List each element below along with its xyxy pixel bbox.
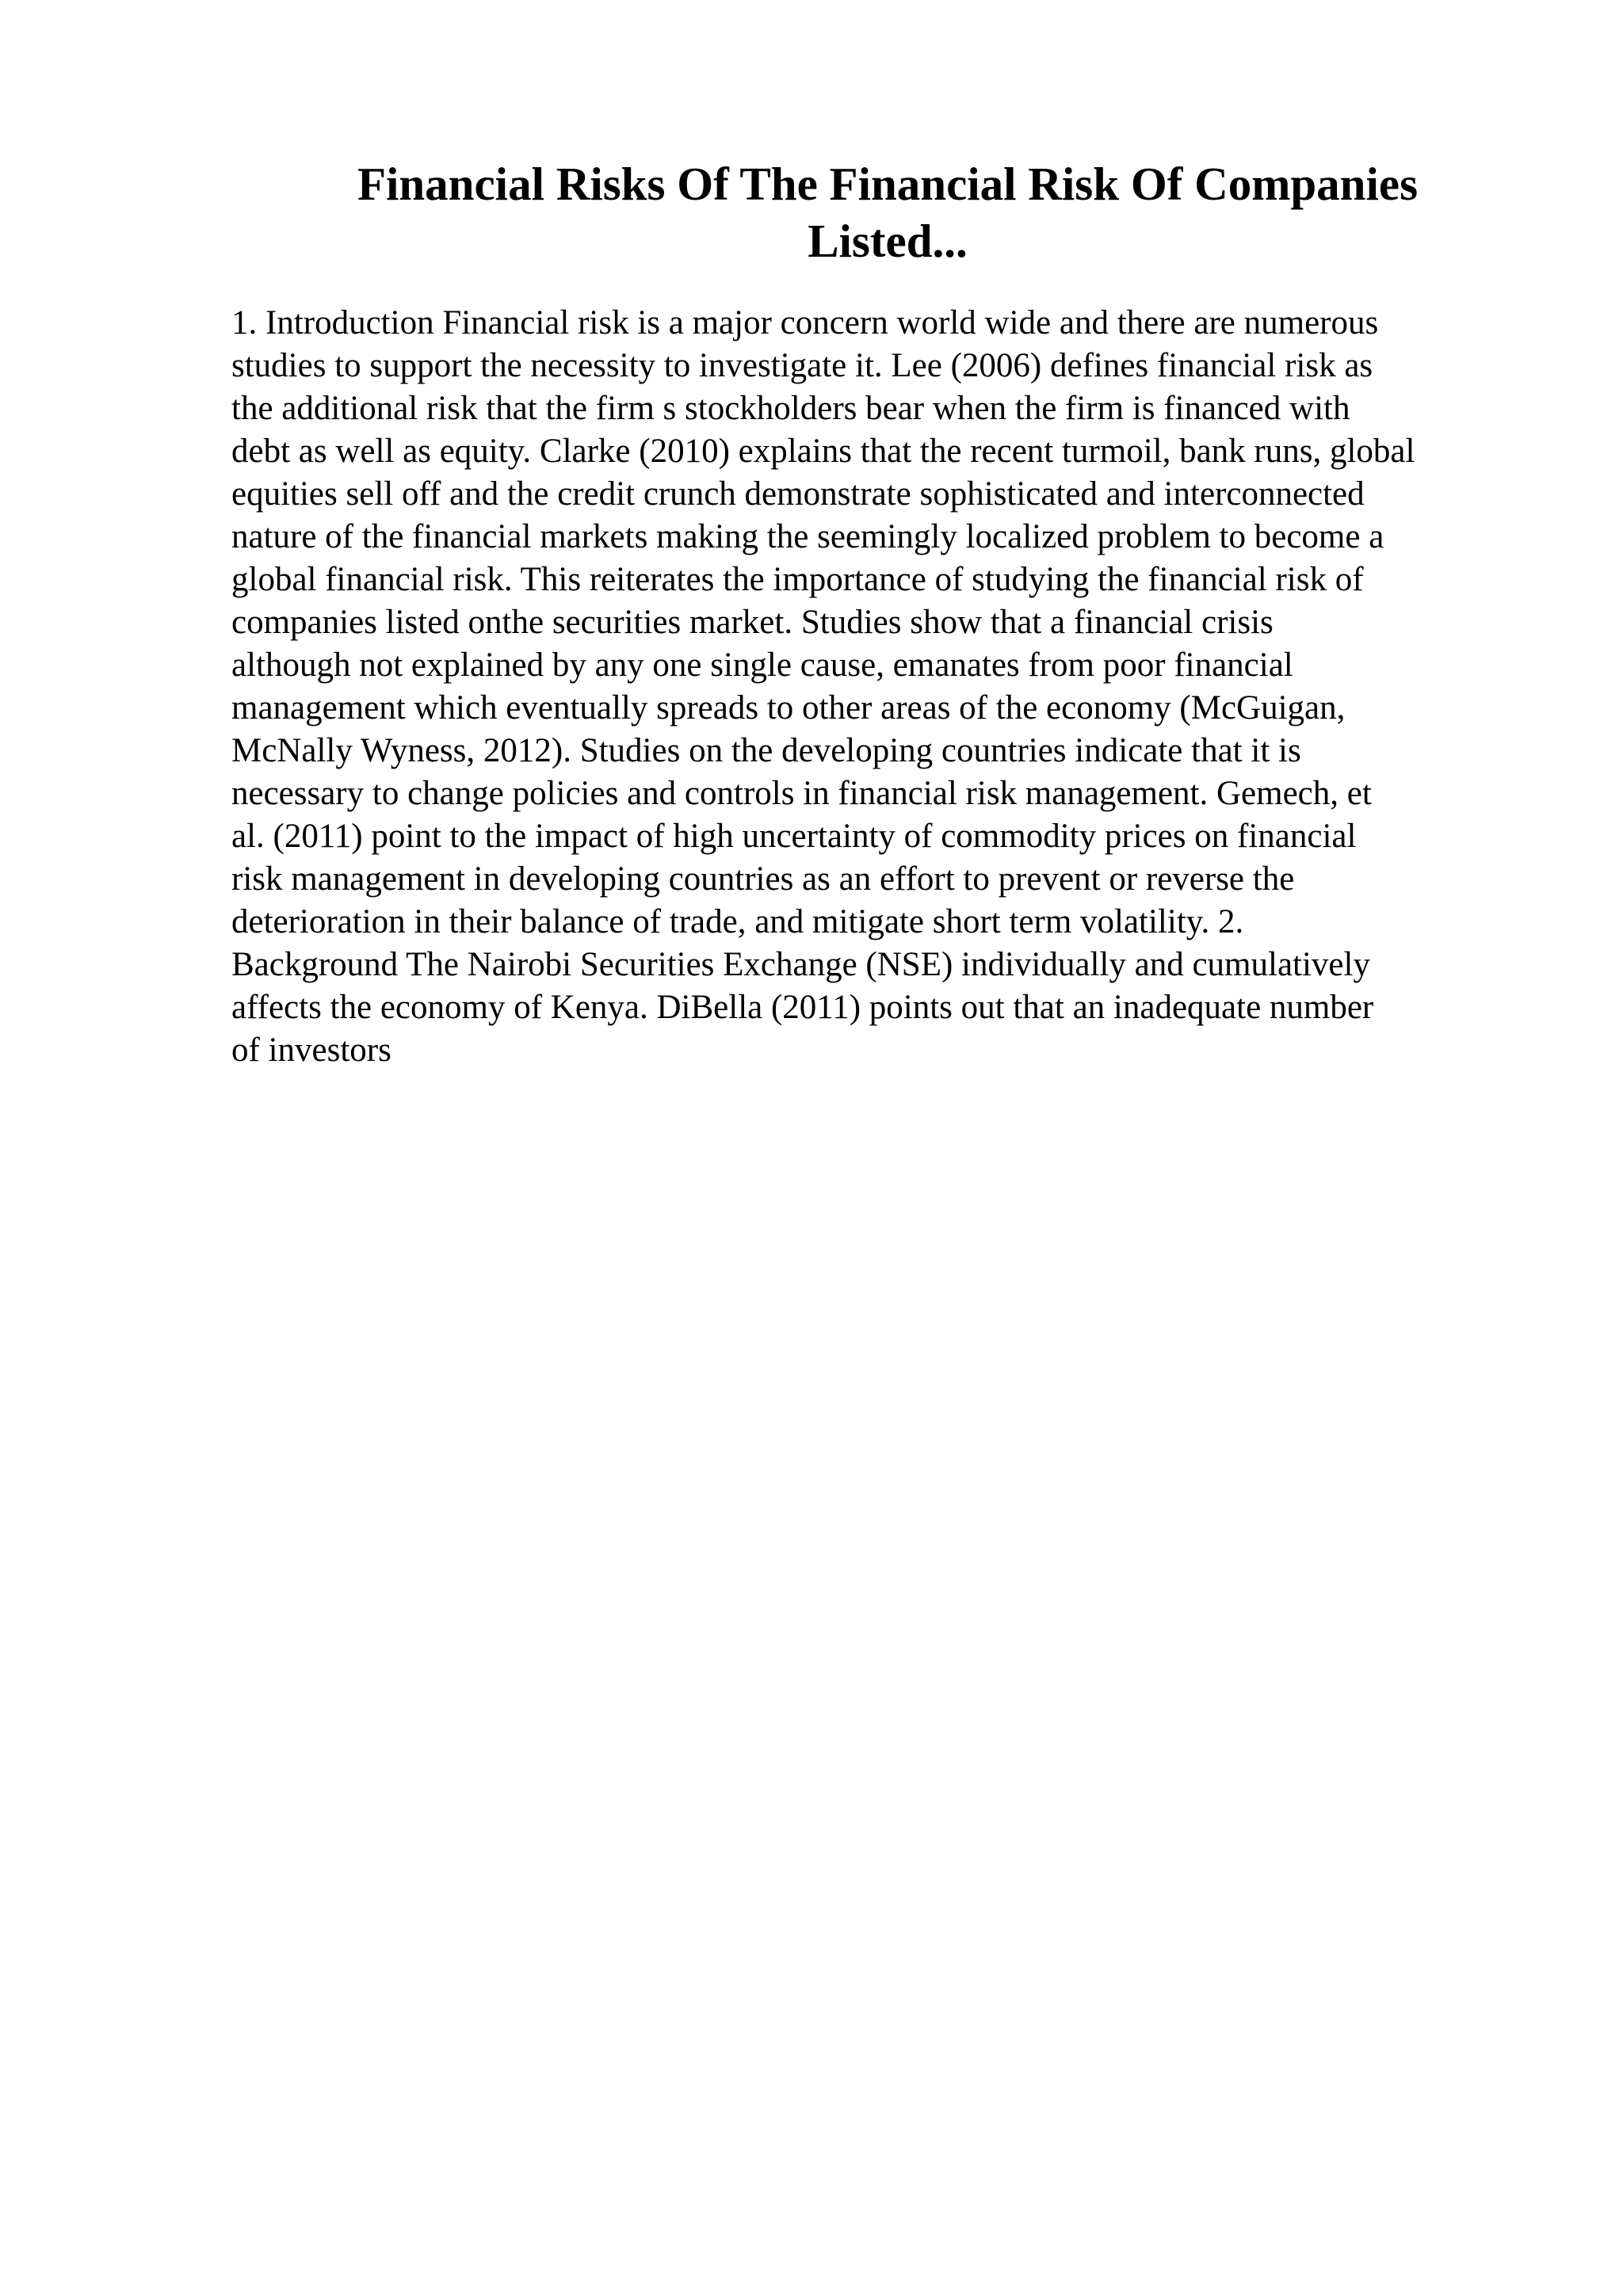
body-line: al. (2011) point to the impact of high uncertainty of commodity prices on financial [231,818,1357,855]
body-line: risk management in developing countries as an effort to prevent or reverse the [231,860,1295,898]
body-line: deterioration in their balance of trade, and mitigate short term volatility. 2. [231,903,1244,940]
body-line: affects the economy of Kenya. DiBella (2011) points out that an inadequate number [231,989,1374,1026]
body-line: necessary to change policies and controls in financial risk management. Gemech, et [231,775,1372,812]
title-line-2: Listed... [808,215,968,267]
body-line: management which eventually spreads to other areas of the economy (McGuigan, [231,689,1346,727]
body-line: Background The Nairobi Securities Exchange (NSE) individually and cumulatively [231,946,1370,983]
body-line: 1. Introduction Financial risk is a major concern world wide and there are numerous [231,304,1379,341]
body-text [231,0,1547,2296]
body-line: global financial risk. This reiterates the importance of studying the financial risk of [231,561,1364,598]
body-line: nature of the financial markets making the seemingly localized problem to become a [231,518,1384,555]
body-line: equities sell off and the credit crunch demonstrate sophisticated and interconnected [231,475,1365,513]
body-line: studies to support the necessity to investigate it. Lee (2006) defines financial risk as [231,347,1373,384]
body-line: the additional risk that the firm s stockholders bear when the firm is financed with [231,390,1350,427]
body-line: McNally Wyness, 2012). Studies on the developing countries indicate that it is [231,732,1301,769]
body-line: of investors [231,1032,391,1069]
title-line-1: Financial Risks Of The Financial Risk Of Companies [357,158,1419,210]
body-line: although not explained by any one single cause, emanates from poor financial [231,646,1293,684]
body-line: debt as well as equity. Clarke (2010) explains that the recent turmoil, bank runs, global [231,433,1415,470]
body-line: companies listed onthe securities market. Studies show that a financial crisis [231,604,1274,641]
